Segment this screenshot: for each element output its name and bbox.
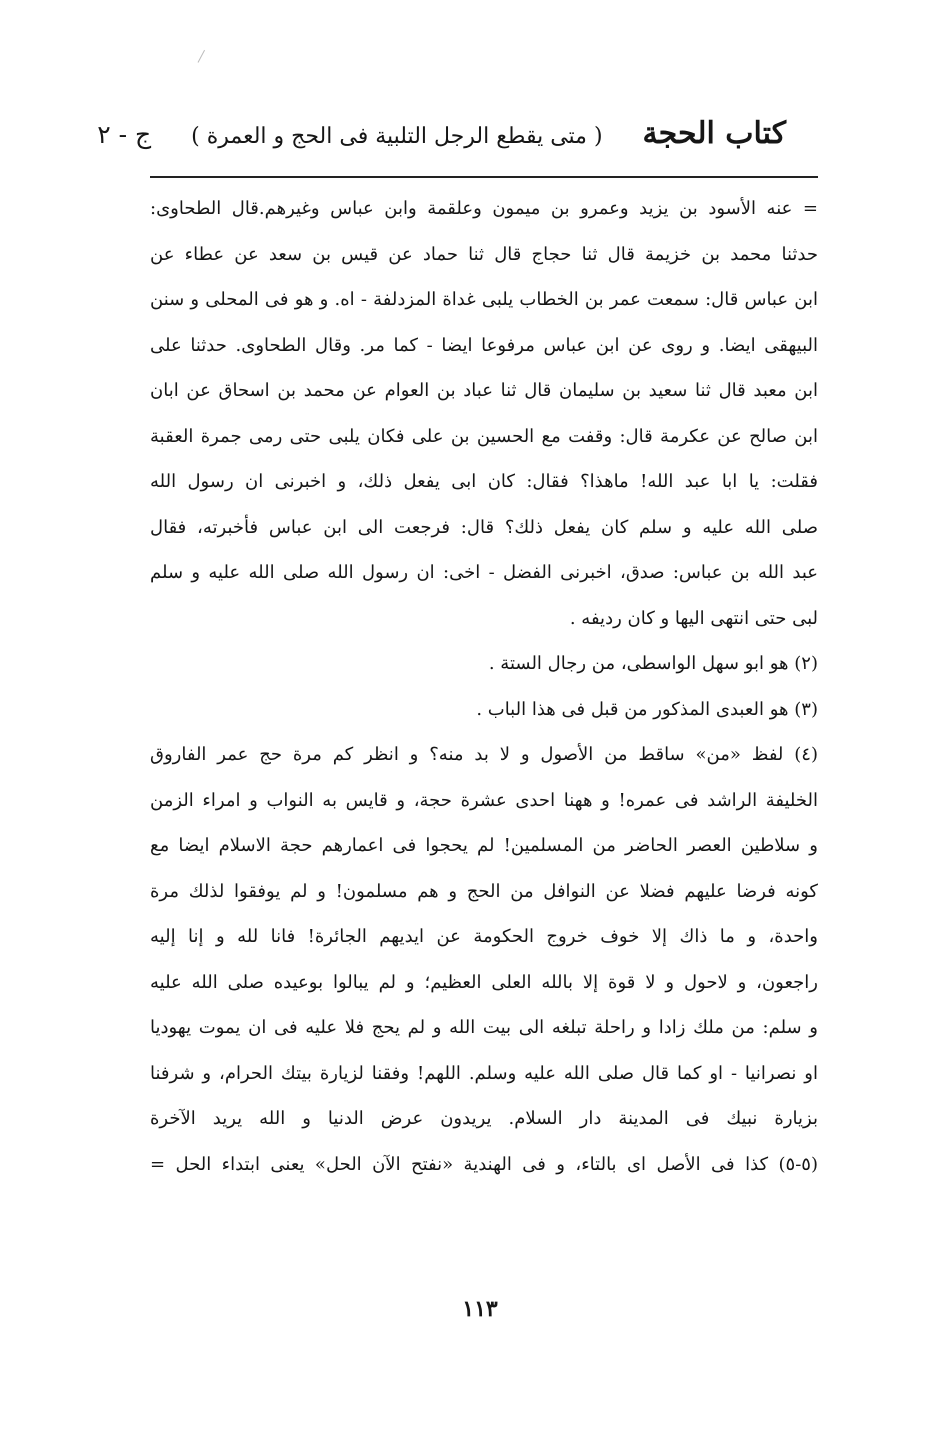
text-line: واحدة، و ما ذاك إلا خوف خروج الحكومة عن ايديهم الجائرة! فانا لله و إنا إليه [150, 926, 818, 947]
header-volume: ج - ٢ [97, 120, 152, 149]
text-line: ابن معبد قال ثنا سعيد بن سليمان قال ثنا عباد بن العوام عن محمد بن اسحاق عن ابان [150, 380, 818, 401]
text-line: البيهقى ايضا. و روى عن ابن عباس مرفوعا ايضا - كما مر. وقال الطحاوى. حدثنا على [150, 334, 818, 356]
text-line: ابن عباس قال: سمعت عمر بن الخطاب يلبى غداة المزدلفة - اه. و هو فى المحلى و سنن [150, 289, 818, 310]
text-line: راجعون، و لاحول و لا قوة إلا بالله العلى العظيم؛ و لم يبالوا بوعيده صلى الله عليه [150, 971, 818, 993]
header-topic: ( متى يقطع الرجل التلبية فى الحج و العمرة ) [191, 124, 603, 149]
footnote-2: (٢) هو ابو سهل الواسطى، من رجال الستة . [488, 653, 818, 674]
text-line: ابن صالح عن عكرمة قال: وقفت مع الحسين بن على فكان يلبى حتى رمى جمرة العقبة [150, 425, 818, 447]
text-line: صلى الله عليه و سلم كان يفعل ذلك؟ قال: فرجعت الى ابن عباس فأخبرته، فقال [150, 516, 818, 538]
header-rule [150, 176, 818, 178]
text-line: لبى حتى انتهى اليها و كان رديفه . [569, 607, 818, 629]
text-line: حدثنا محمد بن خزيمة قال ثنا حجاج قال ثنا حماد عن قيس بن سعد عن عطاء عن [150, 243, 818, 265]
text-line: و سلاطين العصر الحاضر من المسلمين! لم يحجوا فى اعمارهم حجة الاسلام ايضا مع [150, 835, 818, 856]
text-line: او نصرانيا - او كما قال صلى الله عليه وسلم. اللهم! وفقنا لزيارة بيتك الحرام، و شرفنا [150, 1062, 818, 1084]
text-line: و سلم: من ملك زادا و راحلة تبلغه الى بيت الله و لم يحج فلا عليه فى ان يموت يهوديا [150, 1017, 818, 1038]
stray-pen-mark [198, 50, 205, 63]
text-line: فقلت: يا ابا عبد الله! ماهذا؟ فقال: كان ابى يفعل ذلك، و اخبرنى ان رسول الله [150, 471, 818, 492]
text-line: عبد الله بن عباس: صدق، اخبرنى الفضل - اخى: ان رسول الله صلى الله عليه و سلم [150, 562, 818, 583]
footnote-3: (٣) هو العبدى المذكور من قبل فى هذا الباب . [476, 698, 818, 720]
footnote-4: (٤) لفظ «من» ساقط من الأصول و لا بد منه؟ و انظر كم مرة حج عمر الفاروق [150, 744, 818, 765]
footnote-5-5: (٥-٥) كذا فى الأصل اى بالتاء، و فى الهندية «نفتح الآن الحل» يعنى ابتداء الحل = [150, 1153, 818, 1175]
text-line: بزيارة نبيك فى المدينة دار السلام. يريدون عرض الدنيا و الله يريد الآخرة [150, 1108, 818, 1129]
page-number: ١١٣ [462, 1296, 498, 1322]
footnotes-body [150, 186, 818, 1187]
text-line: الخليفة الراشد فى عمره! و ههنا احدى عشرة حجة، و قايس به النواب و امراء الزمن [150, 789, 818, 811]
running-header [97, 116, 786, 162]
text-line: كونه فرضا عليهم فضلا عن النوافل من الحج و هم مسلمون! و لم يوفقوا لذلك مرة [150, 880, 818, 902]
text-line: = عنه الأسود بن يزيد وعمرو بن ميمون وعلقمة وابن عباس وغيرهم.قال الطحاوى: [150, 198, 818, 219]
header-book-title: كتاب الحجة [642, 116, 786, 151]
